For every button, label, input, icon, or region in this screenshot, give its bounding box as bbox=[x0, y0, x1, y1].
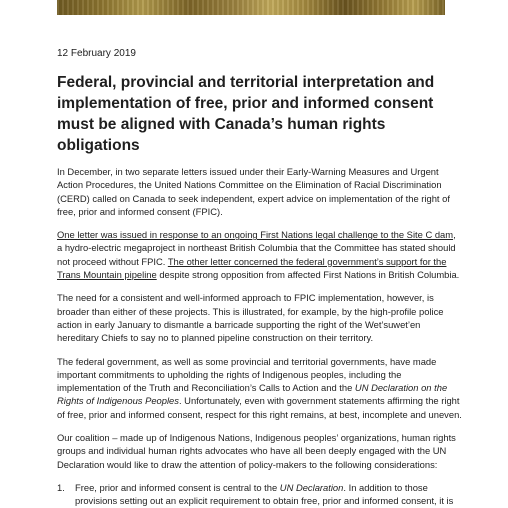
paragraph-4-text-1: The federal government, as well as some provincial and territorial governments, have made important commitments to upholding the rights of Indigenous peoples, including the implementation of the Truth and Reconciliation’s Calls to Action and the bbox=[57, 355, 437, 394]
list-item bbox=[57, 481, 463, 508]
header-banner-image bbox=[57, 0, 445, 15]
undrip-title: UN Declaration on the Rights of Indigenous Peoples bbox=[57, 382, 448, 407]
document-title: Federal, provincial and territorial interpretation and implementation of free, prior and informed consent must be aligned with Canada’s human rights obligations bbox=[57, 74, 435, 154]
paragraph-4 bbox=[57, 355, 463, 421]
paragraph-2-text-2: despite strong opposition from affected First Nations in British Columbia. bbox=[156, 269, 460, 281]
paragraph-5: Our coalition – made up of Indigenous Nations, Indigenous peoples’ organizations, human rights groups and individual human rights advocates who have all been deeply engaged with the UN Declaration would like to draw the attention of policy-makers to the following considerations: bbox=[57, 432, 456, 470]
paragraph-2 bbox=[57, 228, 463, 281]
document-date: 12 February 2019 bbox=[57, 48, 136, 59]
list-item-number: 1. bbox=[57, 481, 65, 493]
site-c-dam-link[interactable]: One letter was issued in response to an ongoing First Nations legal challenge to the Site C dam bbox=[57, 229, 454, 241]
document-body bbox=[57, 165, 463, 508]
trans-mountain-pipeline-link[interactable]: The other letter concerned the federal government’s support for the Trans Mountain pipeline bbox=[57, 255, 447, 281]
list-item-text-1: Free, prior and informed consent is central to the bbox=[75, 481, 280, 493]
considerations-list bbox=[57, 481, 463, 508]
paragraph-1: In December, in two separate letters issued under their Early-Warning Measures and Urgent Action Procedures, the United Nations Committee on the Elimination of Racial Discrimination (CERD) called on Canada to seek independent, expert advice on implementation of the right of free, prior and informed consent (FPIC). bbox=[57, 166, 450, 217]
list-item-text-2: . In addition to those provisions setting out an explicit requirement to obtain free, prior and informed consent, it is bbox=[75, 481, 454, 507]
paragraph-2-text-1: , a hydro-electric megaproject in northeast British Columbia that the Committee has stated should not proceed without FPIC. bbox=[57, 229, 456, 267]
paragraph-4-text-2: . Unfortunately, even with government statements affirming the right of free, prior and informed consent, respect for this right remains, at best, incomplete and uneven. bbox=[57, 395, 462, 420]
list-item-emphasis: UN Declaration bbox=[279, 481, 344, 493]
paragraph-3: The need for a consistent and well-informed approach to FPIC implementation, however, is broader than either of these projects. This is illustrated, for example, by the high-profile police action in early January to dismantle a barricade supporting the right of the Wet’suwet’en hereditary Chiefs to say no to planned pipeline construction on their territory. bbox=[57, 292, 444, 344]
